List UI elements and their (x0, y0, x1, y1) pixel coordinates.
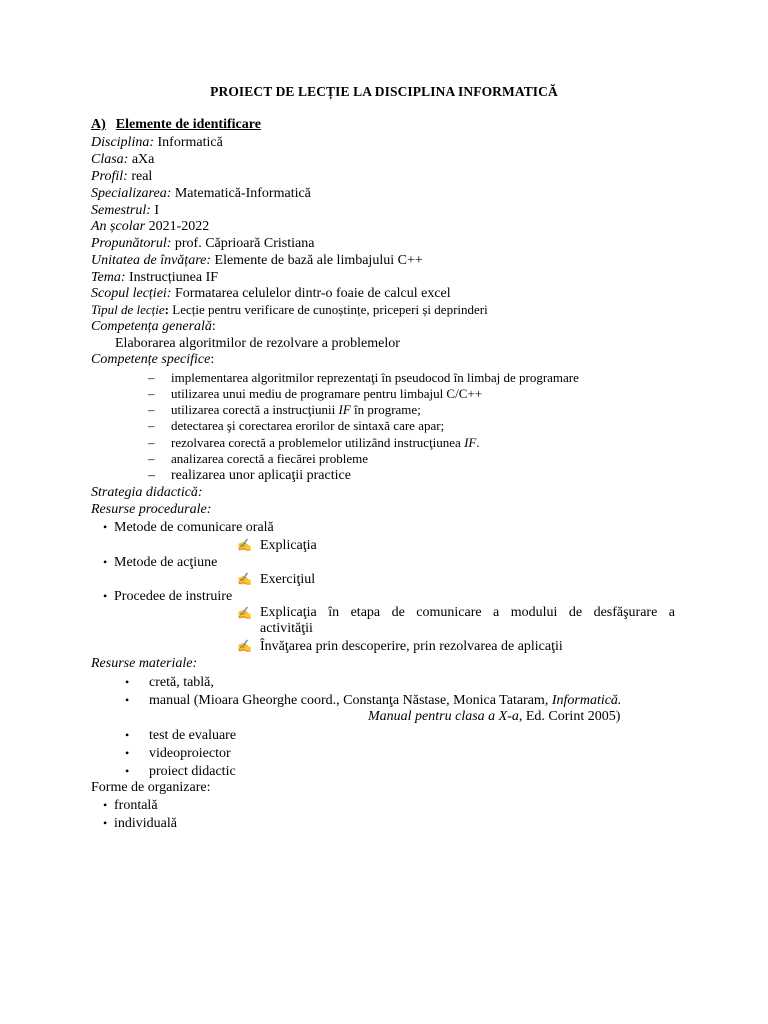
field-disciplina: Disciplina: Informatică (91, 135, 223, 150)
field-clasa: Clasa: aXa (91, 152, 155, 167)
list-item: • test de evaluare (125, 728, 237, 743)
writing-hand-icon: ✍ (237, 538, 252, 552)
writing-hand-icon: ✍ (237, 572, 252, 586)
writing-hand-icon: ✍ (237, 606, 252, 620)
list-item: ✍ Învăţarea prin descoperire, prin rezolvarea de aplicaţii (237, 639, 563, 654)
list-item: – utilizarea unui mediu de programare pentru limbajul C/C++ (148, 386, 483, 401)
strategia-label: Strategia didactică: (91, 485, 203, 500)
list-item: • Metode de comunicare orală (103, 520, 274, 535)
list-item: – implementarea algoritmilor reprezentaţi în pseudocod în limbaj de programare (148, 370, 579, 385)
section-label: Elemente de identificare (115, 117, 261, 132)
list-item: – rezolvarea corectă a problemelor utilizând instrucţiunea IF. (148, 435, 480, 450)
list-item: • manual (Mioara Gheorghe coord., Constanţa Năstase, Monica Tataram, Informatică. (125, 693, 622, 708)
resurse-materiale-label: Resurse materiale: (91, 656, 198, 671)
list-item: – utilizarea corectă a instrucţiunii IF în programe; (148, 402, 421, 417)
field-unitatea: Unitatea de învățare: Elemente de bază ale limbajului C++ (91, 253, 423, 268)
field-propunatorul: Propunătorul: prof. Căprioară Cristiana (91, 236, 315, 251)
resurse-procedurale-label: Resurse procedurale: (91, 502, 212, 517)
section-heading (91, 117, 261, 133)
field-tema: Tema: Instrucțiunea IF (91, 270, 219, 285)
competente-specifice-label: Competențe specifice: (91, 352, 215, 367)
list-item: ✍ Explicaţia în etapa de comunicare a modului de desfăşurare a activităţii (237, 605, 675, 636)
section-number: A) (91, 117, 106, 132)
field-specializarea: Specializarea: Matematică-Informatică (91, 186, 311, 201)
list-item: • proiect didactic (125, 764, 236, 779)
list-item-continuation: Manual pentru clasa a X-a, Ed. Corint 2005) (368, 709, 621, 724)
list-item: ✍ Explicaţia (237, 538, 317, 553)
forme-organizare-label: Forme de organizare: (91, 780, 211, 795)
field-tipul: Tipul de lecție: Lecție pentru verificare de cunoștințe, priceperi și deprinderi (91, 302, 488, 317)
writing-hand-icon: ✍ (237, 639, 252, 653)
list-item: • Metode de acţiune (103, 555, 218, 570)
field-semestrul: Semestrul: I (91, 203, 160, 218)
field-an-scolar: An școlar 2021-2022 (91, 219, 210, 234)
list-item: • cretă, tablă, (125, 675, 214, 690)
list-item: • individuală (103, 816, 177, 831)
list-item: • Procedee de instruire (103, 589, 233, 604)
document-title: PROIECT DE LECȚIE LA DISCIPLINA INFORMATICĂ (210, 84, 558, 99)
list-item: – analizarea corectă a fiecărei probleme (148, 451, 369, 466)
list-item: – realizarea unor aplicaţii practice (148, 468, 351, 483)
field-scopul: Scopul lecției: Formatarea celulelor dintr-o foaie de calcul excel (91, 286, 451, 301)
list-item: • frontală (103, 798, 158, 813)
field-profil: Profil: real (91, 169, 153, 184)
list-item: – detectarea şi corectarea erorilor de sintaxă care apar; (148, 418, 445, 433)
list-item: ✍ Exerciţiul (237, 572, 316, 587)
competenta-generala-text: Elaborarea algoritmilor de rezolvare a problemelor (115, 336, 400, 351)
list-item: • videoproiector (125, 746, 231, 761)
competenta-generala-label: Competența generală: (91, 319, 216, 334)
